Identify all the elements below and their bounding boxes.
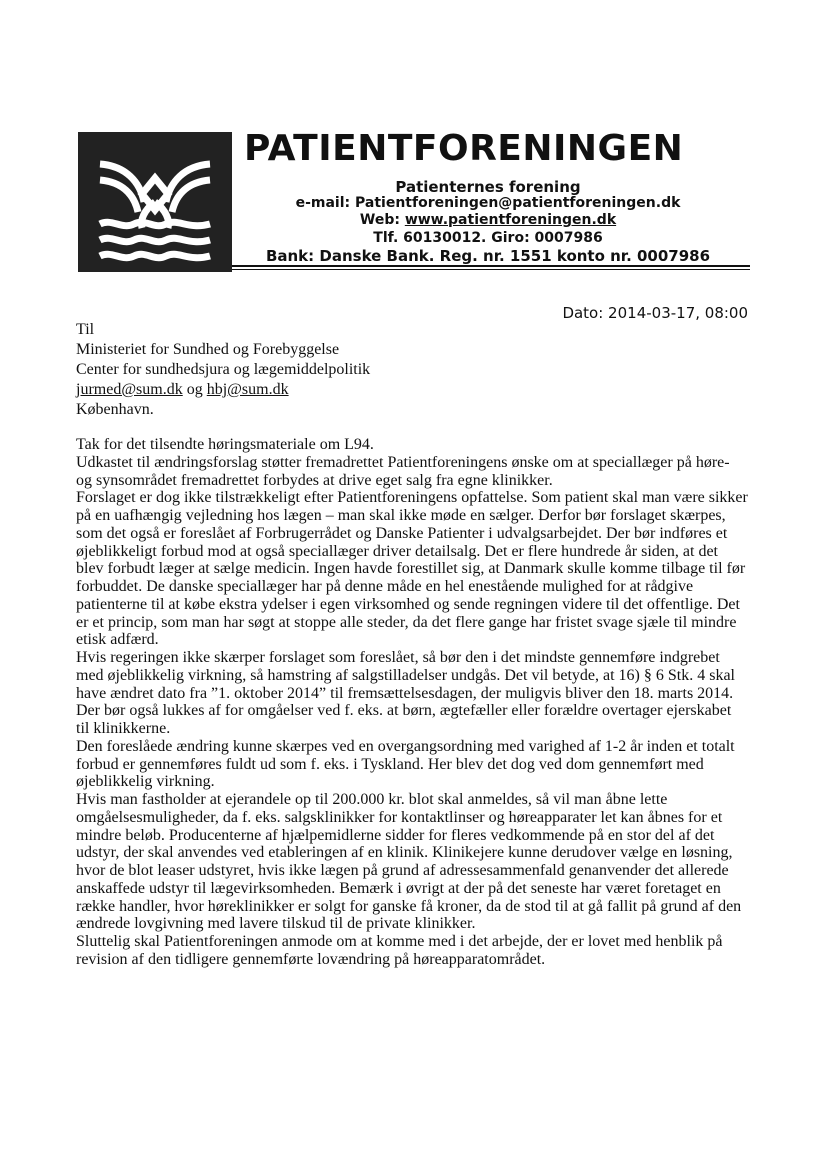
address-emails [76, 380, 370, 400]
organization-logo [78, 132, 232, 272]
letter-date: Dato: 2014-03-17, 08:00 [562, 304, 748, 322]
address-line-ministry: Ministeriet for Sundhed og Forebyggelse [76, 341, 340, 358]
body-paragraph: Hvis regeringen ikke skærper forslaget som foreslået, så bør den i det mindste gennemføre indgrebet med øjeblikkelig virkning, så hamstring af salgstilladelser undgås. Det vil betyde, at 16) § 6 Stk. 4 skal have ændret dato fra ”1. oktober 2014” til fremsættelsesdagen, der muligvis bliver den 18. marts 2014. [76, 649, 735, 702]
body-paragraph: Sluttelig skal Patientforeningen anmode om at komme med i det arbejde, der er lovet med henblik på revision af den tidligere gennemførte lovændring på høreapparatområdet. [76, 933, 723, 968]
salutation: Til [76, 321, 95, 338]
email-line: e-mail: Patientforeningen@patientforeningen.dk [295, 195, 681, 211]
body-paragraph: Den foreslåede ændring kunne skærpes ved en overgangsordning med varighed af 1-2 år inden et totalt forbud er gennemføres fuldt ud som f. eks. i Tyskland. Her blev det dog ved dom gennemført med øjeblikkelig virkning. [76, 737, 735, 791]
organization-name: PATIENTFORENINGEN [244, 128, 684, 169]
body-paragraph: Der bør også lukkes af for omgåelser ved f. eks. at børn, ægtefæller eller forældre overtager ejerskabet til klinikkerne. [76, 702, 732, 737]
body-paragraph: Forslaget er dog ikke tilstrækkeligt efter Patientforeningens opfattelse. Som patient skal man være sikker på en uafhængig vejledning hos lægen – man skal ikke møde en sælger. Derfor bør forslaget skærpes, som det også er foreslået af Forbrugerrådet og Danske Patienter i udvalgsarbejdet. Der bør indføres et øjeblikkeligt forbud mod at også speciallæger driver detailsalg. Det er flere hundrede år siden, at det blev forbudt læger at sælge medicin. Ingen havde forestillet sig, at Danmark skulle komme tilbage til før forbuddet. De danske speciallæger har på denne måde en hel enestående mulighed for at rådgive patienterne til at købe ekstra ydelser i egen virksomhed og sende regningen videre til det offentlige. Det er et princip, som man har søgt at stoppe alle steder, da det flere gange har fristet svage sjæle til mindre etisk adfærd. [76, 489, 748, 649]
email-link-hbj[interactable]: hbj@sum.dk [206, 381, 289, 398]
bank-details: . nr. 1551 konto nr. 0007986 [472, 247, 711, 265]
header-rule [232, 265, 750, 267]
phone-giro-line: Tlf. 60130012. Giro: 0007986 [373, 230, 603, 246]
email-conjunction: og [182, 381, 207, 398]
email-link-jurmed[interactable]: jurmed@sum.dk [76, 381, 183, 398]
bank-line [244, 247, 732, 265]
bank-label: Bank: Danske Bank. Reg [265, 247, 473, 265]
letter-body [76, 436, 748, 969]
website-line [244, 212, 732, 228]
logo-emblem [78, 132, 232, 272]
body-paragraph: Tak for det tilsendte høringsmateriale om L94. [76, 436, 374, 453]
website-label: Web: [359, 212, 405, 228]
recipient-address [76, 320, 370, 420]
website-link[interactable]: www.patientforeningen.dk [404, 212, 617, 228]
header-rule-thin [232, 269, 750, 270]
organization-tagline: Patienternes forening [395, 178, 581, 196]
address-line-center: Center for sundhedsjura og lægemiddelpolitik [76, 361, 371, 378]
body-paragraph: Hvis man fastholder at ejerandele op til 200.000 kr. blot skal anmeldes, så vil man åbne lette omgåelsesmuligheder, da f. eks. salgsklinikker for kontaktlinser og høreapparater let kan åbnes for et mindre beløb. Producenterne af hjælpemidlerne sidder for fleres vedkommende på en stor del af det udstyr, der skal anvendes ved etableringen af en klinik. Klinikejere kunne derudover vælge en løsning, hvor de blot leaser udstyret, hvis ikke lægen på grund af adressesammenfald genanvender det allerede anskaffede udstyr til lægevirksomheden. Bemærk i øvrigt at der på det seneste har været foretaget en række handler, hvor høreklinikker er solgt for ganske få kroner, da de stod til at gå fallit på grund af den ændrede lovgivning med lavere tilskud til de private klinikker. [76, 791, 742, 933]
body-paragraph: Udkastet til ændringsforslag støtter fremadrettet Patientforeningens ønske om at speciallæger på høre- og synsområdet fremadrettet forbydes at drive eget salg fra egne klinikker. [76, 453, 730, 489]
address-city: København. [76, 401, 154, 418]
